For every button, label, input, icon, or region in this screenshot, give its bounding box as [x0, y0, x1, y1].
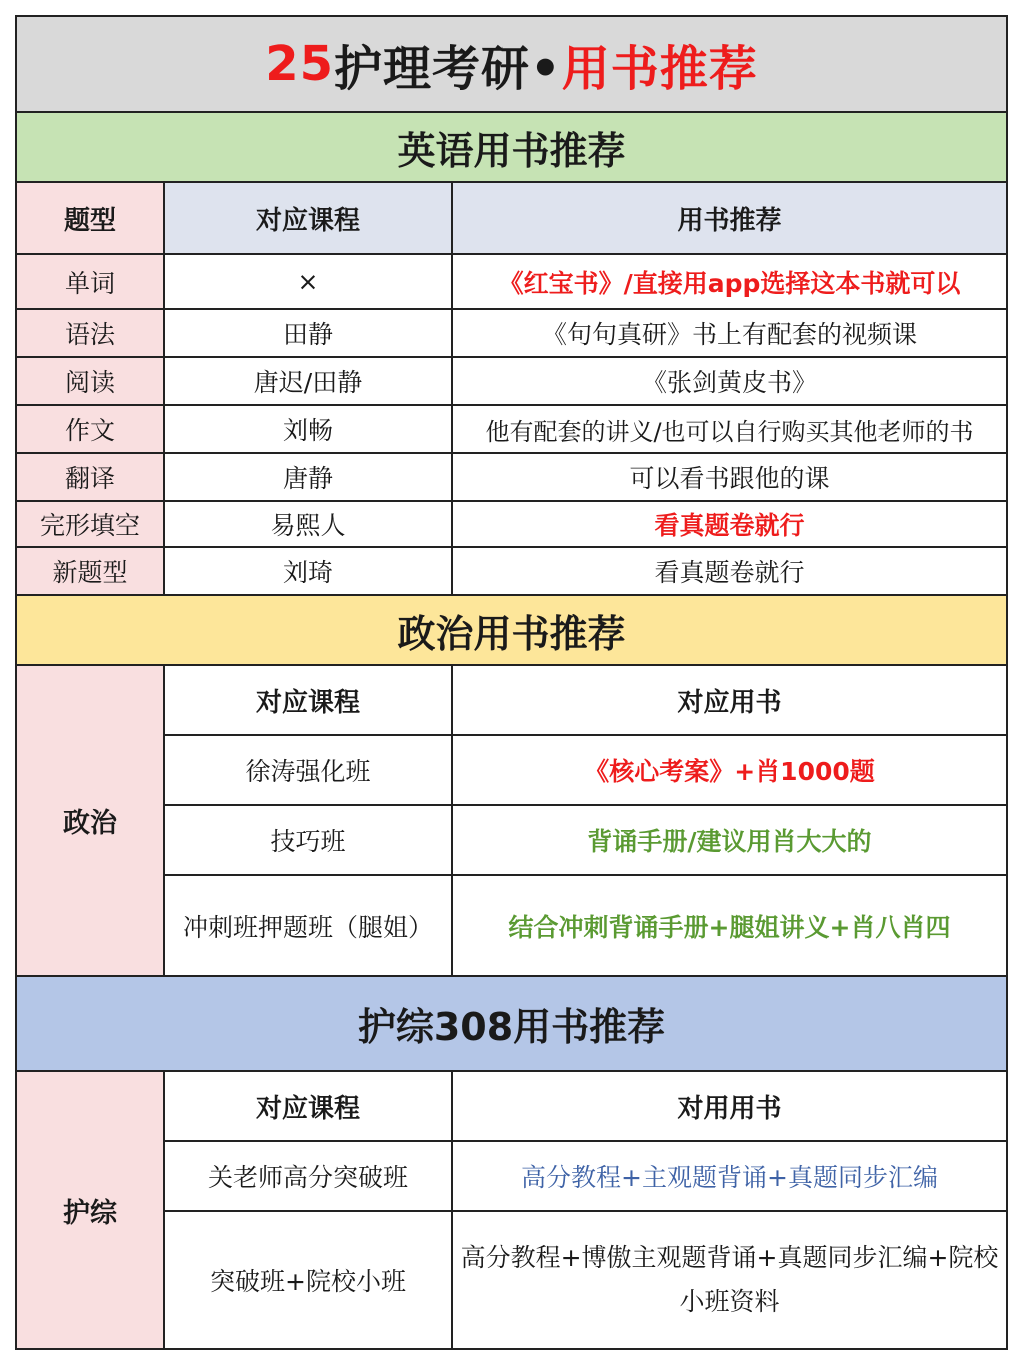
nursing-label: 护综 — [17, 1072, 165, 1348]
politics-book: 背诵手册/建议用肖大大的 — [587, 827, 872, 856]
nursing-course: 关老师高分突破班 — [165, 1142, 453, 1210]
table-row — [17, 255, 1006, 310]
english-type: 新题型 — [17, 548, 165, 594]
table-row — [17, 454, 1006, 502]
nursing-section-heading: 护综308用书推荐 — [17, 977, 1006, 1072]
recommendation-table — [15, 15, 1008, 1350]
english-course: 刘畅 — [165, 406, 453, 452]
politics-label: 政治 — [17, 666, 165, 977]
english-course: 唐迟/田静 — [165, 358, 453, 404]
english-header-row — [17, 183, 1006, 255]
table-row — [165, 1142, 1006, 1212]
table-row — [17, 548, 1006, 596]
english-course: 唐静 — [165, 454, 453, 500]
english-book: 可以看书跟他的课 — [629, 464, 830, 493]
english-type: 作文 — [17, 406, 165, 452]
english-book: 看真题卷就行 — [654, 558, 805, 587]
english-book: 《张剑黄皮书》 — [641, 368, 817, 397]
english-book: 《红宝书》/直接用app选择这本书就可以 — [498, 268, 961, 298]
title-highlight: 用书推荐 — [561, 40, 758, 97]
english-book: 他有配套的讲义/也可以自行购买其他老师的书 — [485, 417, 974, 446]
politics-course: 冲刺班押题班（腿姐） — [165, 876, 453, 975]
politics-book: 《核心考案》+肖1000题 — [584, 757, 875, 786]
table-row — [165, 806, 1006, 876]
politics-header-course: 对应课程 — [165, 666, 453, 734]
nursing-header-book: 对用用书 — [677, 1093, 782, 1124]
nursing-course: 突破班+院校小班 — [165, 1212, 453, 1348]
english-book: 看真题卷就行 — [654, 511, 805, 540]
english-course: 刘琦 — [165, 548, 453, 594]
title-main: 护理考研• — [334, 40, 562, 97]
nursing-book: 高分教程+主观题背诵+真题同步汇编 — [521, 1163, 938, 1192]
table-row — [165, 876, 1006, 977]
politics-header-book: 对应用书 — [677, 687, 782, 718]
table-row — [165, 1212, 1006, 1348]
english-course: 易熙人 — [165, 502, 453, 546]
english-header-course: 对应课程 — [165, 183, 453, 253]
page-title — [17, 17, 1006, 113]
english-type: 语法 — [17, 310, 165, 356]
title-year: 25 — [265, 36, 335, 92]
nursing-header-course: 对应课程 — [165, 1072, 453, 1140]
nursing-header-row — [165, 1072, 1006, 1142]
table-row — [17, 406, 1006, 454]
english-header-book: 用书推荐 — [453, 183, 1006, 253]
politics-section-heading: 政治用书推荐 — [17, 596, 1006, 666]
politics-course: 徐涛强化班 — [165, 736, 453, 804]
table-row — [17, 502, 1006, 548]
english-course: 田静 — [165, 310, 453, 356]
politics-header-row — [165, 666, 1006, 736]
table-row — [17, 358, 1006, 406]
english-section-heading: 英语用书推荐 — [17, 113, 1006, 183]
table-row — [165, 736, 1006, 806]
nursing-book: 高分教程+博傲主观题背诵+真题同步汇编+院校小班资料 — [460, 1243, 999, 1316]
english-course: × — [165, 255, 453, 308]
english-type: 完形填空 — [17, 502, 165, 546]
table-row — [17, 310, 1006, 358]
politics-course: 技巧班 — [165, 806, 453, 874]
english-header-type: 题型 — [17, 183, 165, 253]
politics-book: 结合冲刺背诵手册+腿姐讲义+肖八肖四 — [508, 912, 951, 942]
english-type: 阅读 — [17, 358, 165, 404]
english-type: 单词 — [17, 255, 165, 308]
english-type: 翻译 — [17, 454, 165, 500]
english-book: 《句句真研》书上有配套的视频课 — [541, 320, 917, 349]
